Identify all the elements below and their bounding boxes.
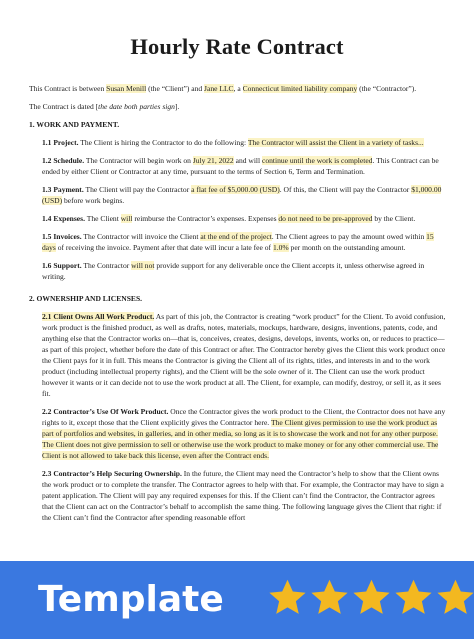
clause-label: 1.3 Payment.	[42, 185, 84, 194]
text: . The Client agrees to pay the amount owed within	[271, 232, 427, 241]
text: . Of this, the Client will pay the Contractor	[279, 185, 412, 194]
text: provide support for any deliverable once the Client accepts it, unless otherwise agreed in writing.	[42, 261, 425, 281]
text: The Client	[84, 214, 121, 223]
clause-label: 1.1 Project.	[42, 138, 79, 147]
star-icon	[267, 577, 308, 618]
deposit-field: $1,000.00 (USD)	[42, 185, 442, 205]
star-icon	[393, 577, 434, 618]
text: The Contractor will invoice the Client	[81, 232, 201, 241]
rating-stars	[267, 577, 474, 623]
section-heading-ownership: 2. OWNERSHIP AND LICENSES.	[29, 294, 143, 303]
text: In the future, the Client may need the Contractor’s help to show that the Client owns the work product or to complete the transfer. The Contractor agrees to help with that. For example, the Contractor may have to sign a patent application. The Client will pay any required expenses for this. If the Client can’t find the Contractor, the Contractor agrees that the Client can act on the Contractor’s behalf to accomplish the same thing. The following language gives the Client that right: if the Client can’t find the Contractor after spending reasonable effort	[42, 469, 444, 522]
clause-contractor-use	[29, 406, 447, 461]
text: by the Client.	[372, 214, 416, 223]
late-fee-field: 1.0%	[272, 243, 289, 252]
clause-label: 1.2 Schedule.	[42, 156, 85, 165]
clause-client-owns	[29, 311, 447, 399]
clause-project	[29, 137, 447, 148]
clause-label: 1.5 Invoices.	[42, 232, 82, 241]
text: The Contractor	[81, 261, 132, 270]
dated-paragraph	[29, 101, 447, 112]
text: The Client is hiring the Contractor to do the following:	[78, 138, 248, 147]
text: As part of this job, the Contractor is creating “work product” for the Client. To avoid confusion, work product is the finished product, as well as drafts, notes, materials, mockups, hardware, designs, inventions, patents, code, and anything else that the Contractor works on—that is, conceives, creates, designs, develops, invents, works on, or reduces to practice—as part of this project, whether before the date of this Contract or after. The Contractor hereby gives the Client this work product once the Client pays for it in full. This means the Contractor is giving the Client all of its rights, titles, and interests in and to the work product (including intellectual property rights), and the Client will be the sole owner of it. The Client can use the work product however it wants or it can decide not to use the work product at all. The Client, for example, can modify, destroy, or sell it, as it sees fit.	[42, 312, 446, 398]
clause-payment	[29, 184, 447, 206]
clause-contractor-help	[29, 468, 447, 523]
clause-label: 1.4 Expenses.	[42, 214, 85, 223]
clause-label: 1.6 Support.	[42, 261, 82, 270]
clause-invoices	[29, 231, 447, 253]
license-field: The Client gives permission to use the work product as part of portfolios and websites, in galleries, and in other media, so long as it is to showcase the work and not for any other purpose. The Client does not give permission to sell or otherwise use the work product to make money or for any other commercial use. The Client is not allowed to take back this license, even after the Contract ends.	[42, 418, 439, 460]
text: (the “Client”) and	[146, 84, 205, 93]
clause-expenses	[29, 213, 447, 224]
text: per month on the outstanding amount.	[288, 243, 406, 252]
payment-terms-field: 15 days	[42, 232, 434, 252]
intro-paragraph	[29, 83, 447, 94]
clause-label: 2.3 Contractor’s Help Securing Ownership.	[42, 469, 182, 478]
project-description-field: The Contractor will assist the Client in a variety of tasks...	[247, 138, 424, 147]
text: Once the Contractor gives the work product to the Client, the Contractor does not have any rights to it, except those that the Client explicitly gives the Contractor here.	[42, 407, 446, 427]
end-condition-field: continue until the work is completed	[262, 156, 373, 165]
contractor-name-field: Jane LLC	[204, 84, 234, 93]
document-title: Hourly Rate Contract	[130, 34, 344, 59]
text: ].	[174, 102, 180, 111]
document-body	[29, 83, 447, 530]
text: and will	[233, 156, 263, 165]
text: reimburse the Contractor’s expenses. Expenses	[132, 214, 279, 223]
text: The Client will pay the Contractor	[83, 185, 192, 194]
date-placeholder: the date both parties sign	[98, 102, 175, 111]
template-label: Template	[38, 579, 224, 620]
text: . This Contract can be ended by either Client or Contractor at any time, pursuant to the terms of Section 6, Term and Termination.	[42, 156, 439, 176]
clause-label: 2.2 Contractor’s Use Of Work Product.	[42, 407, 169, 416]
star-icon	[435, 577, 474, 618]
section-heading-work-payment: 1. WORK AND PAYMENT.	[29, 120, 120, 129]
text: (the “Contractor”).	[357, 84, 417, 93]
text: , a	[233, 84, 243, 93]
star-icon	[351, 577, 392, 618]
approval-field: do not need to be pre-approved	[278, 214, 373, 223]
client-name-field: Susan Menill	[106, 84, 147, 93]
text: The Contract is dated [	[29, 102, 99, 111]
clause-support	[29, 260, 447, 282]
clause-label: 2.1 Client Owns All Work Product.	[42, 312, 155, 321]
invoice-timing-field: at the end of the project	[200, 232, 272, 241]
contractor-entity-field: Connecticut limited liability company	[242, 84, 358, 93]
star-icon	[309, 577, 350, 618]
text: of receiving the invoice. Payment after that date will incur a late fee of	[55, 243, 273, 252]
clause-schedule	[29, 155, 447, 177]
text: This Contract is between	[29, 84, 107, 93]
start-date-field: July 21, 2022	[192, 156, 234, 165]
reimburse-field: will	[120, 214, 133, 223]
fee-field: a flat fee of $5,000.00 (USD)	[191, 185, 280, 194]
support-field: will not	[131, 261, 155, 270]
text: The Contractor will begin work on	[84, 156, 193, 165]
template-banner	[0, 561, 474, 639]
text: before work begins.	[62, 196, 125, 205]
